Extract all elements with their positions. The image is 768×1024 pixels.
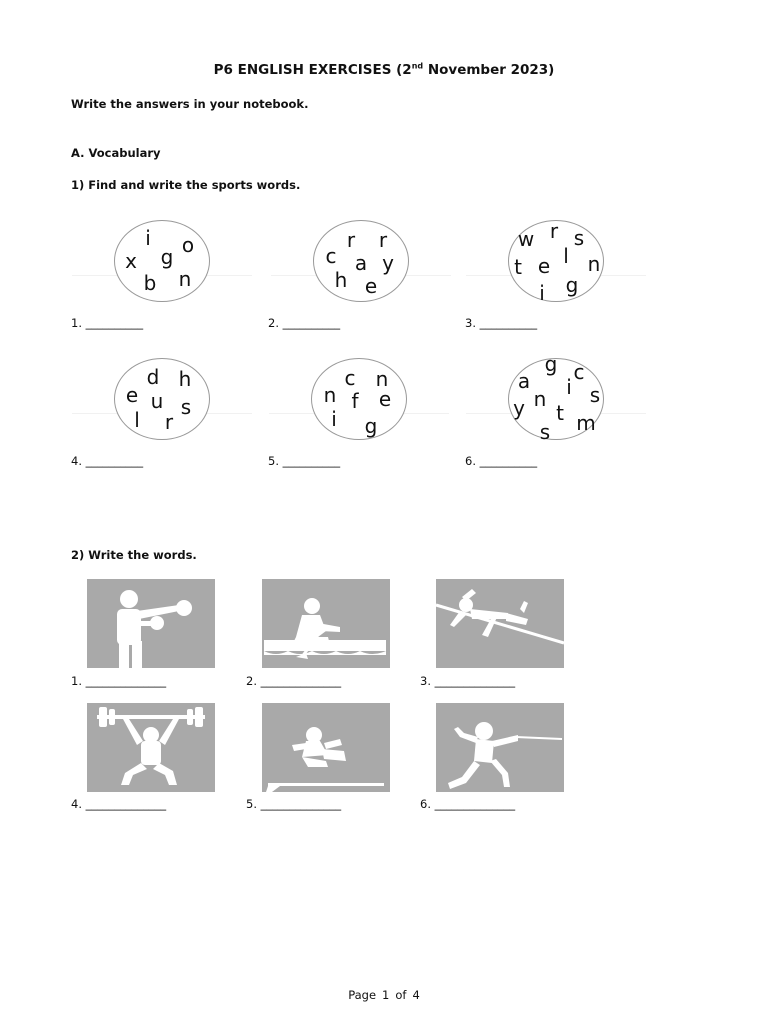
scramble-letter: m	[576, 411, 596, 435]
scramble-letter: e	[537, 254, 551, 278]
scramble-letter: u	[150, 389, 164, 413]
page-title: P6 ENGLISH EXERCISES (2nd November 2023)	[213, 61, 555, 78]
answer-blank-1-3[interactable]: 3. __________	[465, 316, 538, 330]
scramble-letter: y	[382, 251, 394, 275]
scramble-letter: r	[346, 228, 356, 252]
scramble-letter: n	[178, 267, 192, 291]
scramble-letter: w	[517, 227, 535, 251]
scramble-letter: i	[539, 281, 545, 305]
scramble-letter: y	[513, 396, 525, 420]
answer-blank-2-3[interactable]: 3. ______________	[420, 674, 516, 688]
page-footer: Page 1 of 4	[348, 988, 420, 1002]
scramble-letter: c	[325, 244, 337, 268]
scramble-letter: g	[544, 352, 558, 376]
question-1-heading: 1) Find and write the sports words.	[71, 178, 301, 192]
answer-blank-1-5[interactable]: 5. __________	[268, 454, 341, 468]
scramble-letter: s	[180, 395, 192, 419]
scramble-letter: r	[378, 228, 388, 252]
scramble-letter: a	[354, 251, 368, 275]
scramble-letter: g	[160, 245, 174, 269]
answer-blank-2-6[interactable]: 6. ______________	[420, 797, 516, 811]
scramble-letter: t	[514, 255, 522, 279]
scramble-letter: o	[181, 233, 195, 257]
scramble-letter: h	[178, 367, 192, 391]
rowing-icon	[262, 579, 390, 668]
scramble-letter: r	[549, 219, 559, 243]
question-2-heading: 2) Write the words.	[71, 548, 197, 562]
scramble-letter: l	[134, 408, 140, 432]
scramble-letter: t	[556, 401, 564, 425]
answer-blank-2-4[interactable]: 4. ______________	[71, 797, 167, 811]
scramble-letter: s	[539, 420, 551, 444]
instruction-text: Write the answers in your notebook.	[71, 97, 309, 111]
scramble-letter: g	[565, 273, 579, 297]
section-a-heading: A. Vocabulary	[71, 146, 161, 160]
scramble-letter: l	[563, 244, 569, 268]
answer-blank-1-4[interactable]: 4. __________	[71, 454, 144, 468]
scramble-letter: i	[145, 226, 151, 250]
scramble-letter: s	[573, 226, 585, 250]
fencing-icon	[436, 703, 564, 792]
long-jump-icon	[262, 703, 390, 792]
scramble-letter: n	[323, 383, 337, 407]
scramble-letter: r	[164, 410, 174, 434]
scramble-letter: c	[344, 366, 356, 390]
boxing-icon	[87, 579, 215, 668]
answer-blank-1-1[interactable]: 1. __________	[71, 316, 144, 330]
scramble-letter: g	[364, 414, 378, 438]
scramble-letter: i	[566, 375, 572, 399]
scramble-letter: s	[589, 383, 601, 407]
scramble-letter: n	[587, 252, 601, 276]
answer-blank-1-6[interactable]: 6. __________	[465, 454, 538, 468]
scramble-letter: i	[331, 407, 337, 431]
answer-blank-1-2[interactable]: 2. __________	[268, 316, 341, 330]
scramble-letter: h	[334, 268, 348, 292]
scramble-letter: e	[378, 387, 392, 411]
scramble-letter: n	[375, 367, 389, 391]
scramble-letter: e	[125, 383, 139, 407]
scramble-letter: c	[573, 360, 585, 384]
scramble-letter: d	[146, 365, 160, 389]
scramble-letter: n	[533, 387, 547, 411]
answer-blank-2-2[interactable]: 2. ______________	[246, 674, 342, 688]
scramble-letter: a	[517, 369, 531, 393]
answer-blank-2-1[interactable]: 1. ______________	[71, 674, 167, 688]
scramble-letter: e	[364, 274, 378, 298]
scramble-letter: f	[351, 389, 359, 413]
scramble-letter: b	[143, 271, 157, 295]
scramble-letter: x	[125, 249, 137, 273]
answer-blank-2-5[interactable]: 5. ______________	[246, 797, 342, 811]
high-jump-icon	[436, 579, 564, 668]
weightlifting-icon	[87, 703, 215, 792]
